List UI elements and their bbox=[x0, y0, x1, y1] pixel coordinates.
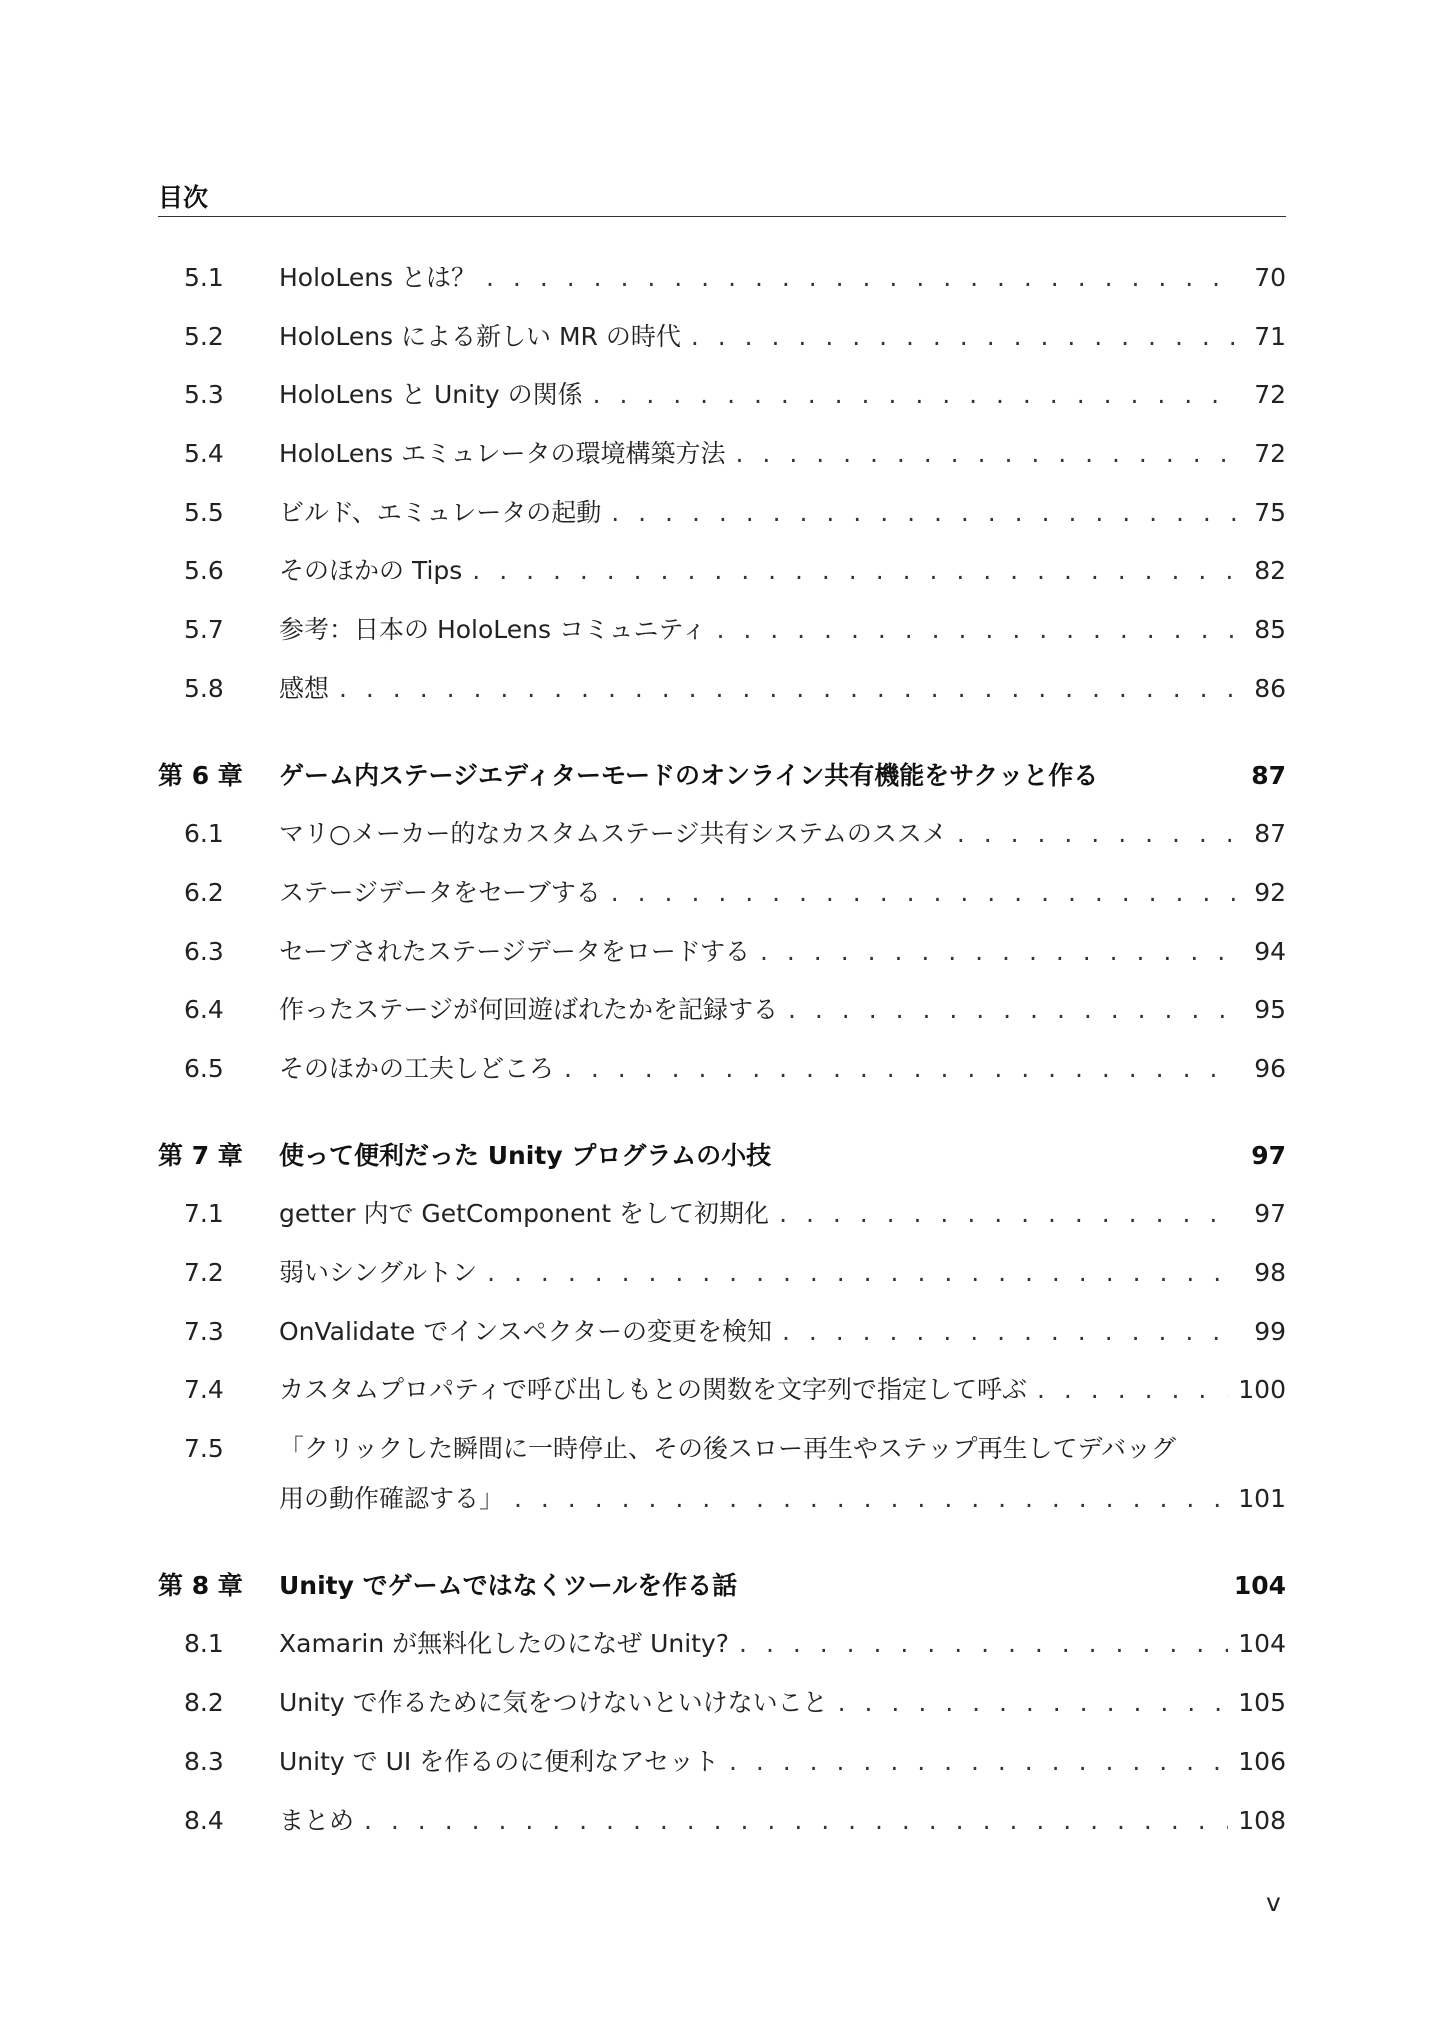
section-page: 86 bbox=[1254, 673, 1286, 703]
section-page: 82 bbox=[1254, 556, 1286, 586]
section-title: HoloLens による新しい MR の時代 bbox=[279, 321, 681, 351]
toc-entry-7-3[interactable] bbox=[158, 1312, 1286, 1371]
section-title-line2: 用の動作確認する」 bbox=[279, 1484, 505, 1514]
dot-leader bbox=[947, 819, 1236, 848]
section-page: 96 bbox=[1254, 1053, 1286, 1083]
toc-entry-5-8[interactable] bbox=[158, 669, 1286, 728]
section-title-line1: 「クリックした瞬間に一時停止、その後スロー再生やステップ再生してデバッグ bbox=[279, 1434, 1177, 1464]
toc-entry-7-1[interactable] bbox=[158, 1194, 1286, 1253]
section-page: 85 bbox=[1254, 615, 1286, 645]
section-title: OnValidate でインスペクターの変更を検知 bbox=[279, 1316, 772, 1346]
section-page: 92 bbox=[1254, 877, 1286, 907]
section-page: 106 bbox=[1238, 1746, 1286, 1776]
toc-entry-7-4[interactable] bbox=[158, 1370, 1286, 1429]
section-title: HoloLens と Unity の関係 bbox=[279, 380, 583, 410]
toc-entry-5-2[interactable] bbox=[158, 317, 1286, 376]
dot-leader bbox=[726, 439, 1236, 468]
dot-leader bbox=[354, 1806, 1228, 1835]
section-number: 8.4 bbox=[184, 1805, 224, 1835]
dot-leader bbox=[476, 263, 1236, 292]
section-number: 5.4 bbox=[184, 439, 224, 469]
section-number: 6.5 bbox=[184, 1053, 224, 1083]
section-title: まとめ bbox=[279, 1805, 355, 1835]
toc-entry-7-5-continued[interactable] bbox=[158, 1479, 1286, 1538]
toc-entry-5-3[interactable] bbox=[158, 375, 1286, 434]
dot-leader bbox=[601, 498, 1236, 527]
toc-entry-8-1[interactable] bbox=[158, 1624, 1286, 1683]
section-page: 104 bbox=[1238, 1629, 1286, 1659]
chapter-title: ゲーム内ステージエディターモードのオンライン共有機能をサクッと作る bbox=[279, 760, 1099, 790]
section-number: 6.2 bbox=[184, 877, 224, 907]
section-number: 5.5 bbox=[184, 497, 224, 527]
dot-leader bbox=[554, 1054, 1236, 1083]
section-title: ビルド、エミュレータの起動 bbox=[279, 497, 602, 527]
dot-leader bbox=[462, 556, 1236, 585]
chapter-page: 97 bbox=[1251, 1140, 1286, 1170]
section-page: 101 bbox=[1238, 1484, 1286, 1514]
toc-entry-6-4[interactable] bbox=[158, 990, 1286, 1049]
section-title: Unity で UI を作るのに便利なアセット bbox=[279, 1746, 719, 1776]
section-page: 108 bbox=[1238, 1805, 1286, 1835]
section-title: そのほかの工夫しどころ bbox=[279, 1053, 555, 1083]
chapter-title: Unity でゲームではなくツールを作る話 bbox=[279, 1570, 738, 1600]
dot-leader bbox=[828, 1688, 1229, 1717]
toc-entry-8-3[interactable] bbox=[158, 1742, 1286, 1801]
toc-entry-5-4[interactable] bbox=[158, 434, 1286, 493]
section-number: 7.3 bbox=[184, 1316, 224, 1346]
section-page: 97 bbox=[1254, 1199, 1286, 1229]
section-number: 5.6 bbox=[184, 556, 224, 586]
section-title: 感想 bbox=[279, 673, 330, 703]
dot-leader bbox=[719, 1747, 1228, 1776]
section-number: 5.1 bbox=[184, 263, 224, 292]
toc-entry-8-4[interactable] bbox=[158, 1801, 1286, 1860]
page-header bbox=[158, 176, 1286, 217]
chapter-page: 104 bbox=[1233, 1570, 1286, 1600]
chapter-title: 使って便利だった Unity プログラムの小技 bbox=[279, 1140, 772, 1170]
section-number: 7.4 bbox=[184, 1375, 224, 1405]
section-title: そのほかの Tips bbox=[279, 556, 463, 586]
page-number: v bbox=[1266, 1888, 1281, 1917]
chapter-number: 第 8 章 bbox=[158, 1570, 243, 1600]
section-number: 6.3 bbox=[184, 936, 224, 966]
section-number: 6.4 bbox=[184, 995, 224, 1025]
section-number: 5.8 bbox=[184, 673, 224, 703]
section-number: 6.1 bbox=[184, 819, 224, 849]
toc-entry-7-2[interactable] bbox=[158, 1253, 1286, 1312]
page-title: 目次 bbox=[158, 183, 209, 212]
dot-leader bbox=[681, 322, 1236, 351]
section-page: 100 bbox=[1238, 1375, 1286, 1405]
toc-entry-6-1[interactable] bbox=[158, 814, 1286, 873]
toc-entry-5-7[interactable] bbox=[158, 610, 1286, 669]
dot-leader bbox=[583, 380, 1236, 409]
toc-chapter-6[interactable] bbox=[158, 756, 1286, 815]
section-title: カスタムプロパティで呼び出しもとの関数を文字列で指定して呼ぶ bbox=[279, 1375, 1028, 1405]
chapter-page: 87 bbox=[1251, 760, 1286, 790]
section-title: getter 内で GetComponent をして初期化 bbox=[279, 1199, 770, 1229]
dot-leader bbox=[772, 1317, 1236, 1346]
section-title: マリ○メーカー的なカスタムステージ共有システムのススメ bbox=[279, 819, 947, 849]
section-title: 参考：日本の HoloLens コミュニティ bbox=[279, 615, 707, 645]
dot-leader bbox=[504, 1484, 1228, 1513]
section-title: HoloLens とは？ bbox=[279, 263, 477, 292]
section-title: HoloLens エミュレータの環境構築方法 bbox=[279, 439, 726, 469]
section-title: セーブされたステージデータをロードする bbox=[279, 936, 751, 966]
toc-entry-6-5[interactable] bbox=[158, 1049, 1286, 1108]
section-page: 105 bbox=[1238, 1688, 1286, 1718]
chapter-number: 第 6 章 bbox=[158, 760, 243, 790]
section-page: 70 bbox=[1254, 263, 1286, 292]
section-number: 5.7 bbox=[184, 615, 224, 645]
toc-entry-5-6[interactable] bbox=[158, 551, 1286, 610]
section-title: 弱いシングルトン bbox=[279, 1258, 478, 1287]
dot-leader bbox=[778, 995, 1236, 1024]
section-page: 98 bbox=[1254, 1258, 1286, 1287]
section-title: Xamarin が無料化したのになぜ Unity? bbox=[279, 1629, 730, 1659]
toc-entry-6-2[interactable] bbox=[158, 873, 1286, 932]
section-title: 作ったステージが何回遊ばれたかを記録する bbox=[279, 995, 779, 1025]
dot-leader bbox=[769, 1199, 1236, 1228]
section-page: 75 bbox=[1254, 497, 1286, 527]
section-page: 71 bbox=[1254, 321, 1286, 351]
section-number: 8.2 bbox=[184, 1688, 224, 1718]
toc-entry-7-5[interactable] bbox=[158, 1429, 1286, 1479]
dot-leader bbox=[750, 937, 1236, 966]
section-page: 95 bbox=[1254, 995, 1286, 1025]
dot-leader bbox=[477, 1258, 1236, 1287]
section-number: 5.2 bbox=[184, 321, 224, 351]
section-page: 72 bbox=[1254, 439, 1286, 469]
toc-entry-8-2[interactable] bbox=[158, 1683, 1286, 1742]
toc-entry-6-3[interactable] bbox=[158, 932, 1286, 991]
dot-leader bbox=[1027, 1375, 1228, 1404]
dot-leader bbox=[706, 615, 1236, 644]
section-page: 87 bbox=[1254, 819, 1286, 849]
section-page: 72 bbox=[1254, 380, 1286, 410]
section-title: ステージデータをセーブする bbox=[279, 877, 601, 907]
dot-leader bbox=[601, 878, 1236, 907]
section-number: 5.3 bbox=[184, 380, 224, 410]
section-number: 7.1 bbox=[184, 1199, 224, 1229]
section-number: 8.3 bbox=[184, 1746, 224, 1776]
toc-chapter-8[interactable] bbox=[158, 1566, 1286, 1625]
section-number: 7.2 bbox=[184, 1258, 224, 1287]
dot-leader bbox=[329, 674, 1236, 703]
toc-chapter-7[interactable] bbox=[158, 1136, 1286, 1195]
table-of-contents bbox=[158, 258, 1286, 1859]
chapter-number: 第 7 章 bbox=[158, 1140, 243, 1170]
section-number: 7.5 bbox=[184, 1434, 224, 1464]
section-number: 8.1 bbox=[184, 1629, 224, 1659]
toc-entry-5-5[interactable] bbox=[158, 493, 1286, 552]
section-page: 99 bbox=[1254, 1316, 1286, 1346]
section-title: Unity で作るために気をつけないといけないこと bbox=[279, 1688, 828, 1718]
dot-leader bbox=[729, 1629, 1228, 1658]
toc-entry-5-1[interactable] bbox=[158, 258, 1286, 317]
section-page: 94 bbox=[1254, 936, 1286, 966]
